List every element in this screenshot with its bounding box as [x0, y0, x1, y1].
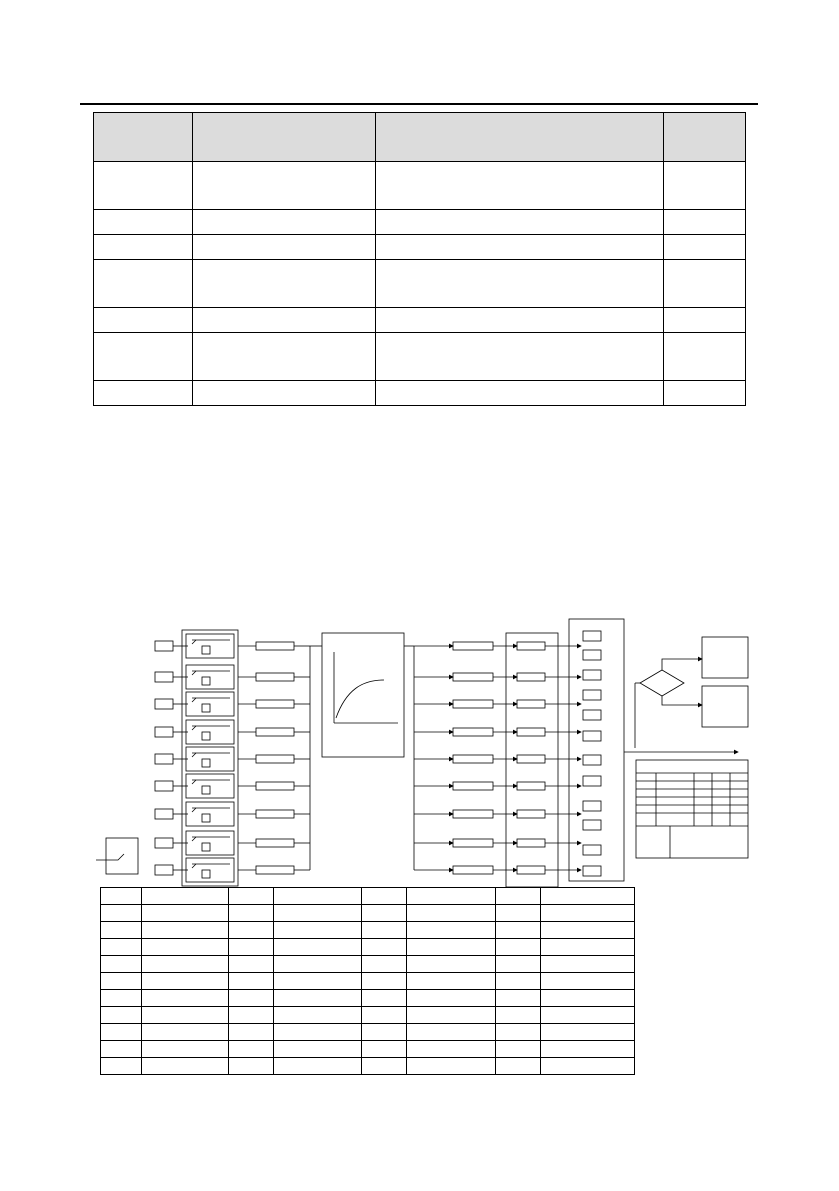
table-cell: [193, 235, 376, 260]
table-row: [101, 888, 635, 905]
table-cell: [193, 308, 376, 333]
terminal-box: [517, 755, 545, 763]
selector-block: [202, 814, 210, 822]
table-cell: [496, 922, 541, 939]
table-row: [101, 939, 635, 956]
table-cell: [274, 922, 362, 939]
table-cell: [94, 235, 193, 260]
table-header-row: [94, 113, 746, 162]
table-cell: [193, 260, 376, 308]
output-filter-box: [453, 642, 493, 650]
table-row: [94, 260, 746, 308]
table-cell: [407, 990, 496, 1007]
table-cell: [274, 1007, 362, 1024]
control-block-diagram: [0, 600, 839, 890]
output-box: [583, 710, 601, 720]
table-cell: [101, 1007, 142, 1024]
table-cell: [101, 1024, 142, 1041]
input-terminal-box: [155, 699, 173, 709]
table-cell: [664, 333, 746, 381]
filter-box: [256, 782, 294, 790]
table-cell: [362, 922, 407, 939]
selector-block: [202, 677, 210, 685]
switch-arm: [192, 640, 196, 644]
filter-box: [256, 642, 294, 650]
table-cell: [407, 956, 496, 973]
table-cell: [376, 333, 664, 381]
table-cell: [407, 888, 496, 905]
table-cell: [229, 888, 274, 905]
table-cell: [229, 1058, 274, 1075]
table-cell: [94, 210, 193, 235]
table-cell: [407, 1041, 496, 1058]
table-cell: [362, 888, 407, 905]
table-cell: [101, 1058, 142, 1075]
table-cell: [142, 1058, 229, 1075]
output-filter-box: [453, 782, 493, 790]
terminal-assignment-table: [100, 887, 635, 1075]
table-cell: [541, 1024, 635, 1041]
table-cell: [541, 1041, 635, 1058]
input-terminal-box: [155, 754, 173, 764]
table-cell: [376, 381, 664, 406]
table-cell: [664, 210, 746, 235]
filter-box: [256, 673, 294, 681]
table-cell: [407, 973, 496, 990]
table-cell: [376, 210, 664, 235]
selector-block: [202, 843, 210, 851]
switch-arm: [192, 864, 196, 868]
switch-arm: [192, 808, 196, 812]
table-cell: [142, 888, 229, 905]
table-cell: [274, 888, 362, 905]
table-cell: [193, 381, 376, 406]
table-cell: [274, 1058, 362, 1075]
input-terminal-box: [155, 809, 173, 819]
table-cell: [142, 1024, 229, 1041]
decision-diamond: [640, 670, 684, 696]
table-cell: [496, 888, 541, 905]
table-cell: [94, 381, 193, 406]
switch-arm: [192, 780, 196, 784]
table-cell: [362, 939, 407, 956]
table-cell: [362, 1024, 407, 1041]
header-cell: [376, 113, 664, 162]
table-cell: [229, 1024, 274, 1041]
terminal-box: [517, 673, 545, 681]
table-cell: [496, 1058, 541, 1075]
table-cell: [496, 973, 541, 990]
table-row: [101, 990, 635, 1007]
table-cell: [229, 939, 274, 956]
table-cell: [496, 1007, 541, 1024]
curve-line: [336, 680, 384, 718]
table-cell: [541, 1007, 635, 1024]
switch-arm: [192, 837, 196, 841]
table-cell: [101, 922, 142, 939]
terminal-box: [517, 642, 545, 650]
table-cell: [274, 973, 362, 990]
switch-arm: [192, 753, 196, 757]
table-cell: [407, 1024, 496, 1041]
table-cell: [376, 260, 664, 308]
table-cell: [142, 973, 229, 990]
table-cell: [541, 939, 635, 956]
filter-box: [256, 839, 294, 847]
terminal-box: [517, 782, 545, 790]
output-box: [583, 650, 601, 660]
terminal-box: [517, 866, 545, 874]
table-cell: [101, 905, 142, 922]
table-cell: [496, 1041, 541, 1058]
table-cell: [94, 308, 193, 333]
table-row: [101, 956, 635, 973]
output-box: [583, 670, 601, 680]
table-row: [101, 922, 635, 939]
table-row: [101, 973, 635, 990]
table-cell: [541, 1058, 635, 1075]
table-cell: [229, 1007, 274, 1024]
output-filter-box: [453, 728, 493, 736]
table-cell: [496, 990, 541, 1007]
terminal-box: [517, 810, 545, 818]
table-cell: [274, 956, 362, 973]
table-cell: [142, 939, 229, 956]
output-box: [583, 690, 601, 700]
table-cell: [229, 990, 274, 1007]
table-cell: [94, 260, 193, 308]
table-cell: [193, 333, 376, 381]
output-filter-box: [453, 866, 493, 874]
header-rule: [80, 103, 758, 105]
table-row: [94, 308, 746, 333]
table-cell: [362, 956, 407, 973]
table-cell: [407, 922, 496, 939]
selector-block: [202, 732, 210, 740]
table-cell: [496, 956, 541, 973]
selector-block: [202, 759, 210, 767]
table-row: [94, 235, 746, 260]
table-cell: [664, 260, 746, 308]
table-cell: [376, 162, 664, 210]
table-cell: [274, 990, 362, 1007]
output-filter-box: [453, 700, 493, 708]
input-terminal-box: [155, 838, 173, 848]
table-cell: [407, 1007, 496, 1024]
table-cell: [541, 956, 635, 973]
output-box: [583, 866, 601, 876]
table-cell: [362, 905, 407, 922]
table-cell: [362, 1058, 407, 1075]
table-cell: [407, 905, 496, 922]
output-filter-box: [453, 673, 493, 681]
switch-arm: [192, 671, 196, 675]
switch-arm: [192, 726, 196, 730]
table-cell: [274, 905, 362, 922]
filter-box: [256, 728, 294, 736]
table-row: [94, 333, 746, 381]
table-cell: [541, 973, 635, 990]
header-cell: [193, 113, 376, 162]
table-row: [101, 905, 635, 922]
table-cell: [362, 990, 407, 1007]
table-row: [101, 1024, 635, 1041]
header-cell: [664, 113, 746, 162]
filter-box: [256, 700, 294, 708]
table-cell: [541, 990, 635, 1007]
table-cell: [193, 210, 376, 235]
result-box: [702, 686, 748, 727]
table-cell: [229, 922, 274, 939]
table-cell: [376, 235, 664, 260]
table-cell: [541, 922, 635, 939]
table-cell: [101, 990, 142, 1007]
output-filter-box: [453, 839, 493, 847]
table-row: [94, 381, 746, 406]
input-terminal-box: [155, 727, 173, 737]
input-terminal-box: [155, 781, 173, 791]
table-cell: [94, 333, 193, 381]
output-container: [569, 619, 624, 881]
table-cell: [274, 1024, 362, 1041]
filter-box: [256, 755, 294, 763]
table-cell: [362, 1007, 407, 1024]
table-row: [101, 1041, 635, 1058]
result-box: [702, 637, 748, 678]
table-cell: [407, 939, 496, 956]
table-cell: [496, 1024, 541, 1041]
output-box: [583, 631, 601, 641]
table-cell: [142, 905, 229, 922]
table-cell: [101, 888, 142, 905]
table-cell: [376, 308, 664, 333]
table-cell: [664, 308, 746, 333]
table-cell: [496, 939, 541, 956]
table-cell: [142, 990, 229, 1007]
table-cell: [541, 888, 635, 905]
table-cell: [664, 162, 746, 210]
table-cell: [362, 973, 407, 990]
table-cell: [142, 1007, 229, 1024]
table-row: [101, 1058, 635, 1075]
table-cell: [229, 973, 274, 990]
table-row: [101, 1007, 635, 1024]
output-box: [583, 776, 601, 786]
parameter-table: [93, 112, 746, 406]
table-cell: [101, 973, 142, 990]
output-box: [583, 820, 601, 830]
table-cell: [664, 381, 746, 406]
table-cell: [142, 922, 229, 939]
table-cell: [101, 939, 142, 956]
table-cell: [229, 1041, 274, 1058]
table-cell: [541, 905, 635, 922]
output-filter-box: [453, 810, 493, 818]
output-box: [583, 755, 601, 765]
terminal-box: [517, 728, 545, 736]
filter-box: [256, 866, 294, 874]
arrow-line: [662, 696, 702, 705]
input-terminal-box: [155, 865, 173, 875]
input-terminal-box: [155, 672, 173, 682]
arrow-line: [662, 659, 702, 670]
selector-block: [202, 704, 210, 712]
table-cell: [274, 1041, 362, 1058]
output-box: [583, 731, 601, 741]
input-terminal-box: [155, 641, 173, 651]
table-cell: [101, 1041, 142, 1058]
output-box: [583, 801, 601, 811]
table-cell: [193, 162, 376, 210]
filter-box: [256, 810, 294, 818]
legend-table: [636, 760, 748, 858]
switch-symbol: [96, 854, 124, 860]
table-cell: [94, 162, 193, 210]
selector-block: [202, 646, 210, 654]
table-cell: [229, 956, 274, 973]
table-row: [94, 210, 746, 235]
table-cell: [496, 905, 541, 922]
selector-block: [202, 786, 210, 794]
table-cell: [407, 1058, 496, 1075]
table-cell: [101, 956, 142, 973]
terminal-box: [517, 839, 545, 847]
table-cell: [274, 939, 362, 956]
table-row: [94, 162, 746, 210]
table-cell: [664, 235, 746, 260]
output-box: [583, 845, 601, 855]
table-cell: [142, 1041, 229, 1058]
output-filter-box: [453, 755, 493, 763]
terminal-container: [506, 633, 558, 887]
selector-block: [202, 870, 210, 878]
table-cell: [229, 905, 274, 922]
table-cell: [142, 956, 229, 973]
header-cell: [94, 113, 193, 162]
table-cell: [362, 1041, 407, 1058]
switch-arm: [192, 698, 196, 702]
terminal-box: [517, 700, 545, 708]
